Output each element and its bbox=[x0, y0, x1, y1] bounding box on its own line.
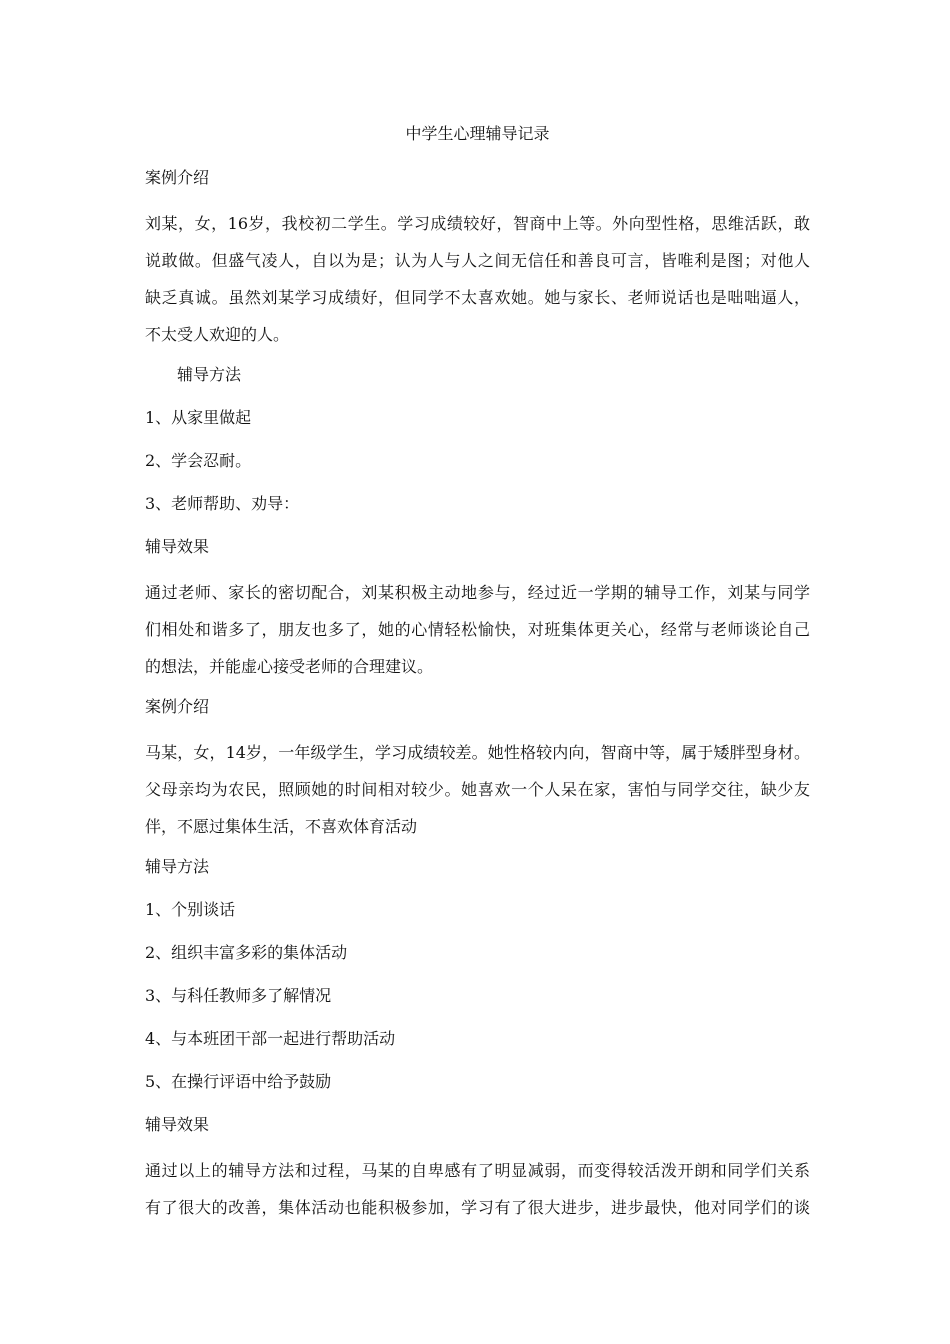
case1-intro-paragraph bbox=[145, 205, 810, 353]
case2-intro-heading: 案例介绍 bbox=[145, 697, 210, 716]
case2-intro-line: 父母亲均为农民，照顾她的时间相对较少。她喜欢一个人呆在家，害怕与同学交往，缺少友 bbox=[145, 780, 810, 799]
case2-effect-paragraph bbox=[145, 1152, 810, 1226]
case1-method-heading: 辅导方法 bbox=[177, 365, 242, 384]
case2-intro-line: 马某，女，14岁，一年级学生，学习成绩较差。她性格较内向，智商中等，属于矮胖型身材。 bbox=[145, 743, 810, 762]
case2-intro-paragraph bbox=[145, 734, 810, 845]
case2-method-item: 4、与本班团干部一起进行帮助活动 bbox=[145, 1029, 396, 1048]
case1-intro-heading: 案例介绍 bbox=[145, 168, 210, 187]
case2-effect-heading: 辅导效果 bbox=[145, 1115, 210, 1134]
case2-intro-line: 伴，不愿过集体生活，不喜欢体育活动 bbox=[145, 817, 418, 836]
case1-effect-line: 们相处和谐多了，朋友也多了，她的心情轻松愉快，对班集体更关心，经常与老师谈论自己 bbox=[145, 620, 810, 639]
case2-method-item: 1、个别谈话 bbox=[145, 900, 236, 919]
case1-method-item: 2、学会忍耐。 bbox=[145, 451, 252, 470]
case1-effect-paragraph bbox=[145, 574, 810, 685]
case1-intro-line: 刘某，女，16岁，我校初二学生。学习成绩较好，智商中上等。外向型性格，思维活跃，敢 bbox=[145, 214, 810, 233]
document-body bbox=[145, 118, 810, 1232]
case1-effect-line: 的想法，并能虚心接受老师的合理建议。 bbox=[145, 657, 434, 676]
case2-method-heading: 辅导方法 bbox=[145, 857, 210, 876]
case2-effect-line: 通过以上的辅导方法和过程，马某的自卑感有了明显减弱，而变得较活泼开朗和同学们关系 bbox=[145, 1161, 810, 1180]
case1-intro-line: 不太受人欢迎的人。 bbox=[145, 325, 290, 344]
case1-intro-line: 缺乏真诚。虽然刘某学习成绩好，但同学不太喜欢她。她与家长、老师说话也是咄咄逼人， bbox=[145, 288, 810, 307]
document-title: 中学生心理辅导记录 bbox=[405, 124, 550, 143]
case1-method-item: 3、老师帮助、劝导： bbox=[145, 494, 300, 513]
case2-method-item: 5、在操行评语中给予鼓励 bbox=[145, 1072, 332, 1091]
case1-effect-heading: 辅导效果 bbox=[145, 537, 210, 556]
case2-effect-line: 有了很大的改善，集体活动也能积极参加，学习有了很大进步，进步最快，他对同学们的谈 bbox=[145, 1198, 810, 1217]
case2-method-item: 3、与科任教师多了解情况 bbox=[145, 986, 332, 1005]
case1-effect-line: 通过老师、家长的密切配合，刘某积极主动地参与，经过近一学期的辅导工作，刘某与同学 bbox=[145, 583, 810, 602]
case1-method-item: 1、从家里做起 bbox=[145, 408, 252, 427]
case1-intro-line: 说敢做。但盛气凌人，自以为是；认为人与人之间无信任和善良可言，皆唯利是图；对他人 bbox=[145, 251, 810, 270]
case2-method-item: 2、组织丰富多彩的集体活动 bbox=[145, 943, 348, 962]
